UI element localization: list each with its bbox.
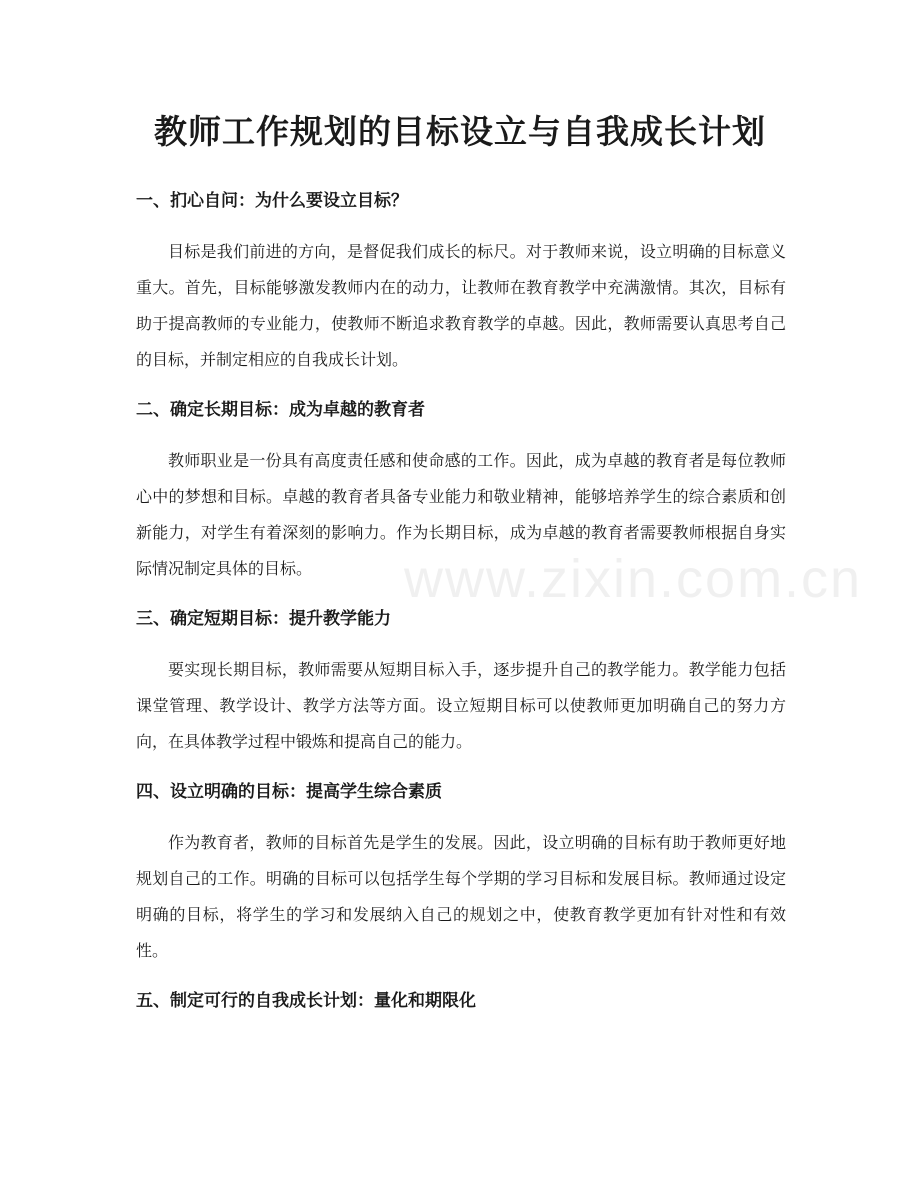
document-title: 教师工作规划的目标设立与自我成长计划 [154, 112, 766, 151]
section-heading: 二、确定长期目标：成为卓越的教育者 [136, 400, 425, 420]
section-heading: 一、扪心自问：为什么要设立目标？ [136, 191, 408, 211]
section-3 [136, 606, 786, 760]
section-paragraph: 作为教育者，教师的目标首先是学生的发展。因此，设立明确的目标有助于教师更好地规划自己的工作。明确的目标可以包括学生每个学期的学习目标和发展目标。教师通过设定明确的目标，将学生的学习和发展纳入自己的规划之中，使教育教学更加有针对性和有效性。 [136, 833, 786, 960]
watermark: www.zixin.com.cn [404, 549, 863, 609]
section-paragraph: 教师职业是一份具有高度责任感和使命感的工作。因此，成为卓越的教育者是每位教师心中的梦想和目标。卓越的教育者具备专业能力和敬业精神，能够培养学生的综合素质和创新能力，对学生有着深刻的影响力。作为长期目标，成为卓越的教育者需要教师根据自身实际情况制定具体的目标。 [136, 451, 786, 578]
section-paragraph: 目标是我们前进的方向，是督促我们成长的标尺。对于教师来说，设立明确的目标意义重大。首先，目标能够激发教师内在的动力，让教师在教育教学中充满激情。其次，目标有助于提高教师的专业能力，使教师不断追求教育教学的卓越。因此，教师需要认真思考自己的目标，并制定相应的自我成长计划。 [136, 242, 786, 369]
section-heading: 五、制定可行的自我成长计划：量化和期限化 [136, 991, 476, 1011]
section-2 [136, 397, 786, 587]
section-heading: 三、确定短期目标：提升教学能力 [136, 609, 391, 629]
section-1 [136, 188, 786, 378]
section-4 [136, 779, 786, 969]
section-paragraph: 要实现长期目标，教师需要从短期目标入手，逐步提升自己的教学能力。教学能力包括课堂管理、教学设计、教学方法等方面。设立短期目标可以使教师更加明确自己的努力方向，在具体教学过程中锻炼和提高自己的能力。 [136, 660, 786, 751]
section-5 [136, 988, 786, 1014]
section-heading: 四、设立明确的目标：提高学生综合素质 [136, 782, 442, 802]
